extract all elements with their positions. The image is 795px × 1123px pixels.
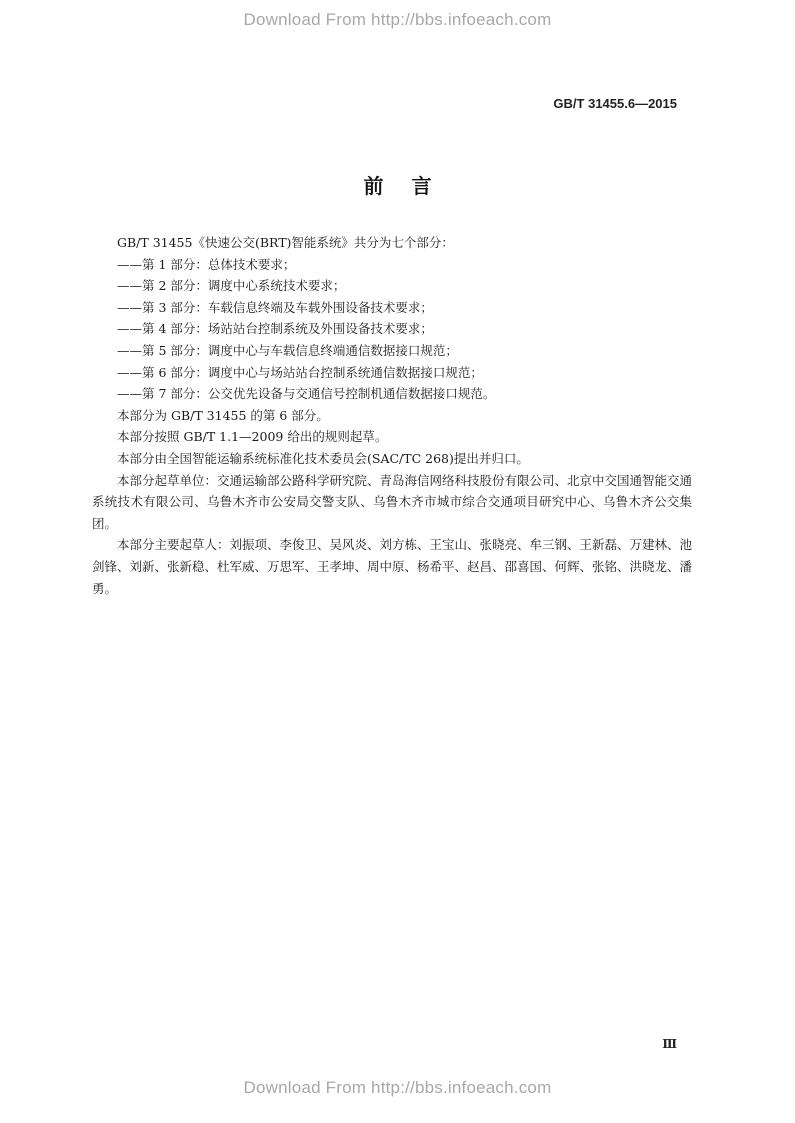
- watermark-top: Download From http://bbs.infoeach.com: [243, 10, 552, 29]
- part-item-3: ——第 3 部分：车载信息终端及车载外围设备技术要求；: [117, 299, 433, 315]
- page-number: Ⅲ: [662, 1037, 677, 1051]
- page-title: 前言: [363, 174, 460, 198]
- part-item-2: ——第 2 部分：调度中心系统技术要求；: [117, 278, 346, 294]
- intro-line: GB/T 31455《快速公交(BRT)智能系统》共分为七个部分：: [117, 235, 454, 250]
- statement-part: 本部分为 GB/T 31455 的第 6 部分。: [117, 407, 329, 423]
- part-item-4: ——第 4 部分：场站站台控制系统及外围设备技术要求；: [117, 321, 433, 337]
- document-body: [92, 232, 692, 599]
- part-item-7: ——第 7 部分：公交优先设备与交通信号控制机通信数据接口规范。: [117, 386, 496, 402]
- standard-code: GB/T 31455.6—2015: [553, 96, 677, 111]
- part-item-1: ——第 1 部分：总体技术要求；: [117, 256, 296, 272]
- drafters-paragraph: 本部分主要起草人：刘振项、李俊卫、吴风炎、刘方栋、王宝山、张晓亮、牟三钢、王新磊、万建林、池剑锋、刘新、张新稳、杜军威、万思军、王孝坤、周中原、杨希平、赵昌、邵喜国、何辉、张铭、洪晓龙、潘勇。: [92, 537, 693, 596]
- part-item-5: ——第 5 部分：调度中心与车载信息终端通信数据接口规范；: [117, 342, 458, 358]
- drafting-units-paragraph: 本部分起草单位：交通运输部公路科学研究院、青岛海信网络科技股份有限公司、北京中交国通智能交通系统技术有限公司、乌鲁木齐市公安局交警支队、乌鲁木齐市城市综合交通项目研究中心、乌鲁木齐公交集团。: [92, 472, 693, 531]
- statement-proposer: 本部分由全国智能运输系统标准化技术委员会(SAC/TC 268)提出并归口。: [117, 450, 529, 466]
- watermark-bottom: Download From http://bbs.infoeach.com: [243, 1078, 552, 1097]
- statement-rules: 本部分按照 GB/T 1.1—2009 给出的规则起草。: [117, 429, 388, 445]
- part-item-6: ——第 6 部分：调度中心与场站站台控制系统通信数据接口规范；: [117, 364, 483, 380]
